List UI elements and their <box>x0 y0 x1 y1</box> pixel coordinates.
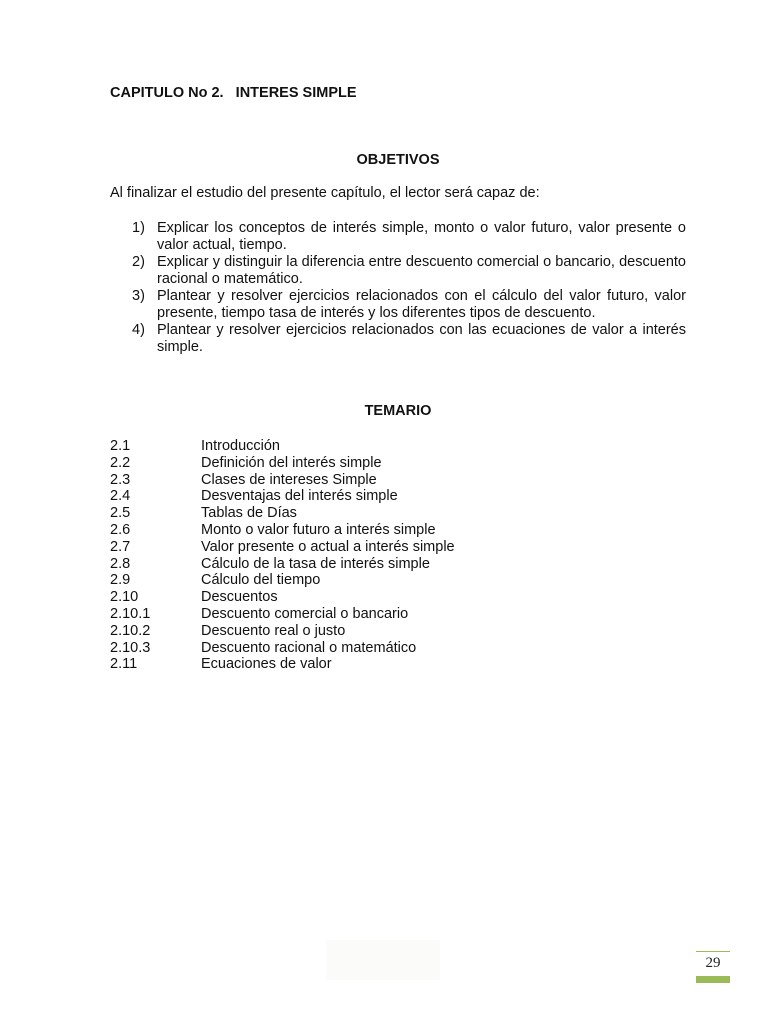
temario-title: Ecuaciones de valor <box>201 656 332 673</box>
temario-title: Clases de intereses Simple <box>201 471 377 488</box>
temario-title: Descuento racional o matemático <box>201 639 417 656</box>
page-number-box <box>696 951 730 983</box>
temario-title: Cálculo del tiempo <box>201 572 321 589</box>
objective-text: Explicar y distinguir la diferencia entre descuento comercial o bancario, descuento racional o matemático. <box>157 254 686 287</box>
temario-item <box>110 505 455 522</box>
objective-number: 2) <box>132 254 145 270</box>
objective-text: Explicar los conceptos de interés simple, monto o valor futuro, valor presente o valor actual, tiempo. <box>157 220 686 253</box>
temario-number: 2.7 <box>110 538 131 555</box>
temario-item <box>110 640 455 657</box>
temario-item <box>110 539 455 556</box>
objective-item <box>132 254 686 288</box>
temario-title: Cálculo de la tasa de interés simple <box>201 555 430 572</box>
temario-number: 2.9 <box>110 572 131 589</box>
temario-list <box>110 438 455 673</box>
temario-item <box>110 438 455 455</box>
temario-number: 2.11 <box>110 656 138 673</box>
objective-item <box>132 288 686 322</box>
temario-item <box>110 556 455 573</box>
objective-number: 3) <box>132 288 145 304</box>
temario-title: Valor presente o actual a interés simple <box>201 538 455 555</box>
temario-title: Monto o valor futuro a interés simple <box>201 521 436 538</box>
objective-number: 4) <box>132 322 145 338</box>
objective-number: 1) <box>132 220 145 236</box>
objectives-heading: OBJETIVOS <box>356 152 440 168</box>
intro-text: Al finalizar el estudio del presente capítulo, el lector será capaz de: <box>110 185 540 201</box>
temario-item <box>110 455 455 472</box>
temario-title: Desventajas del interés simple <box>201 488 398 505</box>
temario-title: Descuento real o justo <box>201 622 346 639</box>
chapter-title: CAPITULO No 2. INTERES SIMPLE <box>110 85 357 101</box>
temario-heading: TEMARIO <box>364 403 432 419</box>
temario-title: Introducción <box>201 438 280 454</box>
temario-item <box>110 589 455 606</box>
temario-number: 2.2 <box>110 454 131 471</box>
objective-item <box>132 220 686 254</box>
faint-watermark <box>326 940 440 980</box>
temario-number: 2.4 <box>110 488 131 505</box>
page-number-top-rule <box>696 951 730 952</box>
objectives-list <box>132 220 686 356</box>
temario-title: Definición del interés simple <box>201 454 382 471</box>
temario-number: 2.5 <box>110 505 131 522</box>
objective-item <box>132 322 686 356</box>
temario-item <box>110 522 455 539</box>
temario-number: 2.8 <box>110 555 131 572</box>
temario-item <box>110 606 455 623</box>
temario-item <box>110 623 455 640</box>
temario-title: Descuentos <box>201 589 278 606</box>
temario-item <box>110 572 455 589</box>
page-number-accent-bar <box>696 976 730 983</box>
page-number: 29 <box>705 955 721 971</box>
objective-text: Plantear y resolver ejercicios relacionados con las ecuaciones de valor a interés simple. <box>157 322 686 355</box>
temario-number: 2.6 <box>110 521 131 538</box>
temario-number: 2.1 <box>110 438 131 454</box>
temario-item <box>110 656 455 673</box>
temario-item <box>110 488 455 505</box>
temario-number: 2.3 <box>110 471 131 488</box>
temario-number: 2.10.1 <box>110 605 151 622</box>
objective-text: Plantear y resolver ejercicios relacionados con el cálculo del valor futuro, valor presente, tiempo tasa de interés y los diferentes tipos de descuento. <box>157 288 686 321</box>
temario-number: 2.10.3 <box>110 639 151 656</box>
temario-title: Tablas de Días <box>201 505 297 522</box>
temario-title: Descuento comercial o bancario <box>201 605 409 622</box>
temario-number: 2.10 <box>110 589 139 606</box>
temario-number: 2.10.2 <box>110 622 151 639</box>
temario-item <box>110 472 455 489</box>
